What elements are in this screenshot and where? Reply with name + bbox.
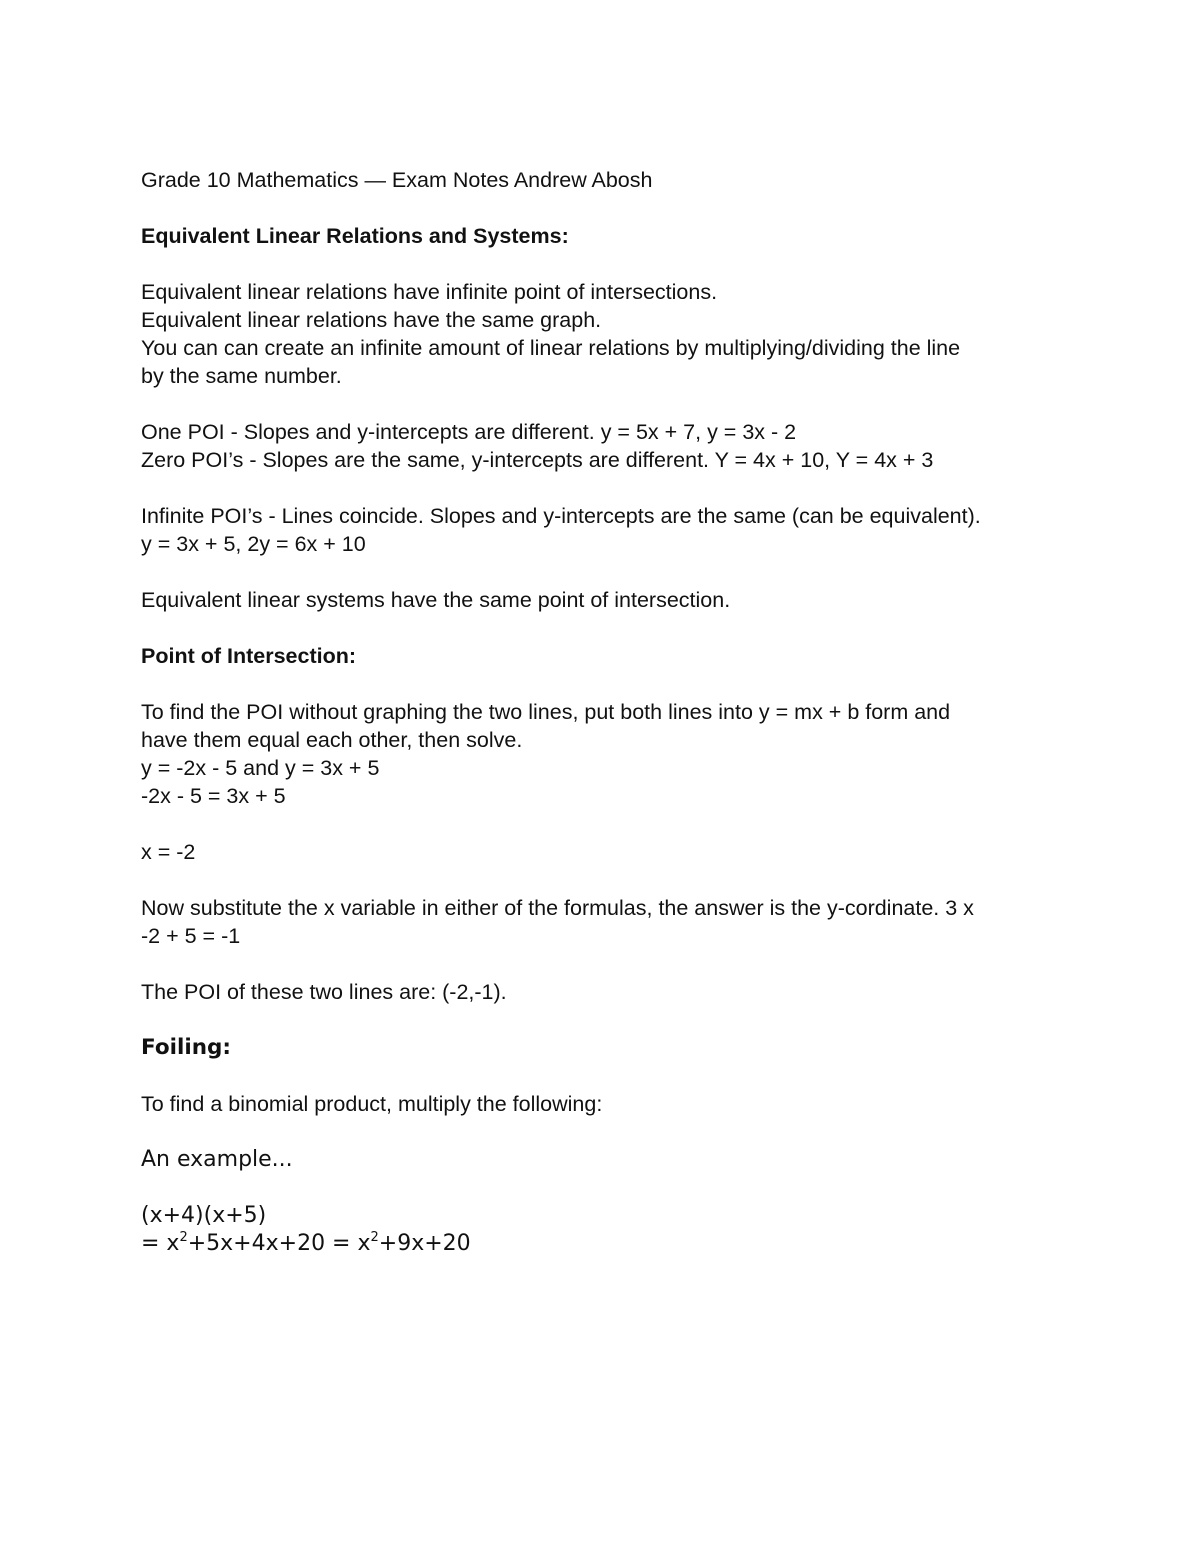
equation-line: y = -2x - 5 and y = 3x + 5: [141, 756, 380, 780]
paragraph-line: To find the POI without graphing the two lines, put both lines into y = mx + b form and: [141, 700, 951, 724]
foil-step-prefix: = x: [141, 1231, 180, 1256]
paragraph-line: You can can create an infinite amount of linear relations by multiplying/dividing the line: [141, 336, 961, 360]
foil-step-end: +9x+20: [378, 1231, 471, 1256]
paragraph-line: by the same number.: [141, 364, 342, 388]
infinite-poi-example: y = 3x + 5, 2y = 6x + 10: [141, 532, 366, 556]
paragraph-line: -2 + 5 = -1: [141, 924, 241, 948]
zero-poi-line: Zero POI’s - Slopes are the same, y-intercepts are different. Y = 4x + 10, Y = 4x + 3: [141, 448, 934, 472]
example-label: An example...: [141, 1147, 293, 1172]
paragraph-line: Equivalent linear relations have infinite point of intersections.: [141, 280, 718, 304]
document-title: Grade 10 Mathematics — Exam Notes Andrew Abosh: [141, 168, 653, 192]
section-heading-poi: Point of Intersection:: [141, 644, 356, 668]
section-heading-foiling: Foiling:: [141, 1035, 231, 1060]
section-heading-equivalent: Equivalent Linear Relations and Systems:: [141, 224, 569, 248]
equation-line: x = -2: [141, 840, 196, 864]
foil-step-middle: +5x+4x+20 = x: [187, 1231, 371, 1256]
document-body: [141, 166, 1061, 1258]
exponent: 2: [370, 1229, 379, 1245]
infinite-poi-line: Infinite POI’s - Lines coincide. Slopes and y-intercepts are the same (can be equivalent).: [141, 504, 981, 528]
paragraph-line: Now substitute the x variable in either of the formulas, the answer is the y-cordinate. 3 x: [141, 896, 974, 920]
poi-result: The POI of these two lines are: (-2,-1).: [141, 980, 507, 1004]
paragraph-line: Equivalent linear relations have the same graph.: [141, 308, 602, 332]
paragraph-line: To find a binomial product, multiply the following:: [141, 1092, 603, 1116]
foil-expansion: [141, 1230, 1061, 1258]
binomial-product: (x+4)(x+5): [141, 1203, 267, 1228]
exponent: 2: [179, 1229, 188, 1245]
paragraph-line: Equivalent linear systems have the same point of intersection.: [141, 588, 731, 612]
equation-line: -2x - 5 = 3x + 5: [141, 784, 286, 808]
paragraph-line: have them equal each other, then solve.: [141, 728, 523, 752]
one-poi-line: One POI - Slopes and y-intercepts are different. y = 5x + 7, y = 3x - 2: [141, 420, 797, 444]
